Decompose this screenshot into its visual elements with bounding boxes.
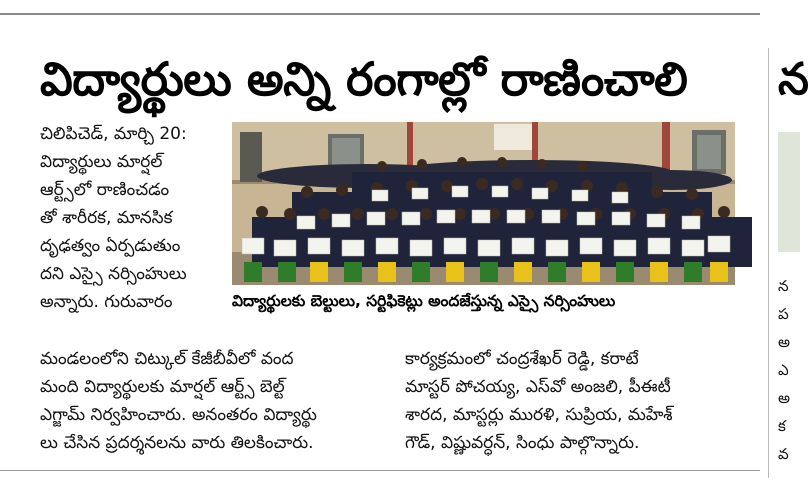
article-bottom-right-column: [405, 345, 750, 457]
adjacent-line: అ: [778, 389, 791, 407]
dateline-line: చిలిపిచెడ్, మార్చి 20:: [40, 124, 187, 144]
article-line: దని ఎస్సై నర్సింహులు: [40, 264, 187, 284]
article-line: ఎగ్జామ్ నిర్వహించారు. అనంతరం విద్యార్థు: [40, 405, 317, 425]
photo-caption: విద్యార్థులకు బెల్టులు, సర్టిఫికెట్లు అందజేస్తున్న ఎస్సై నర్సింహులు: [232, 292, 616, 310]
news-photo-students-with-certificates: [232, 122, 735, 285]
article-line: గౌడ్, విష్ణువర్ధన్, సింధు పాల్గొన్నారు.: [405, 433, 640, 453]
adjacent-line: అ: [778, 333, 791, 351]
column-separator: [768, 48, 769, 478]
adjacent-line: ప: [778, 305, 789, 323]
article-line: కార్యక్రమంలో చంద్రశేఖర్ రెడ్డి, కరాటే: [405, 349, 639, 369]
adjacent-article-photo-fragment: [778, 132, 800, 252]
article-headline: విద్యార్థులు అన్ని రంగాల్లో రాణించాలి: [40, 52, 688, 106]
adjacent-article-text-fragment: [778, 272, 800, 472]
adjacent-line: ఎ: [778, 361, 789, 379]
article-line: అన్నారు. గురువారం: [40, 292, 173, 312]
photo-illustration: [232, 122, 735, 285]
top-rule: [0, 13, 760, 15]
adjacent-line: క: [778, 417, 786, 435]
article-bottom-left-column: [40, 345, 385, 457]
article-line: విద్యార్థులు మార్షల్: [40, 152, 163, 172]
article-line: మాస్టర్ పోచయ్య, ఎస్‌వో అంజలి, పీఈటీ: [405, 377, 671, 397]
article-line: తో శారీరక, మానసిక: [40, 208, 173, 228]
article-line: ఆర్ట్స్‌లో రాణించడం: [40, 180, 170, 200]
article-line: లు చేసిన ప్రదర్శనలను వారు తిలకించారు.: [40, 433, 314, 453]
adjacent-line: న: [778, 277, 789, 295]
article-line: శారద, మాస్టర్లు మురళి, సుప్రియ, మహేశ్: [405, 405, 673, 425]
adjacent-article-headline-fragment: న: [778, 54, 809, 105]
article-line: మండలంలోని చిట్కుల్ కేజీబీవీలో వంద: [40, 349, 294, 369]
article-line: మంది విద్యార్థులకు మార్షల్ ఆర్ట్స్ బెల్ట్: [40, 377, 285, 397]
article-line: దృఢత్వం ఏర్పడుతుం: [40, 236, 181, 256]
article-left-column: [40, 120, 226, 316]
bottom-rule: [0, 470, 760, 471]
adjacent-line: వ: [778, 445, 789, 463]
